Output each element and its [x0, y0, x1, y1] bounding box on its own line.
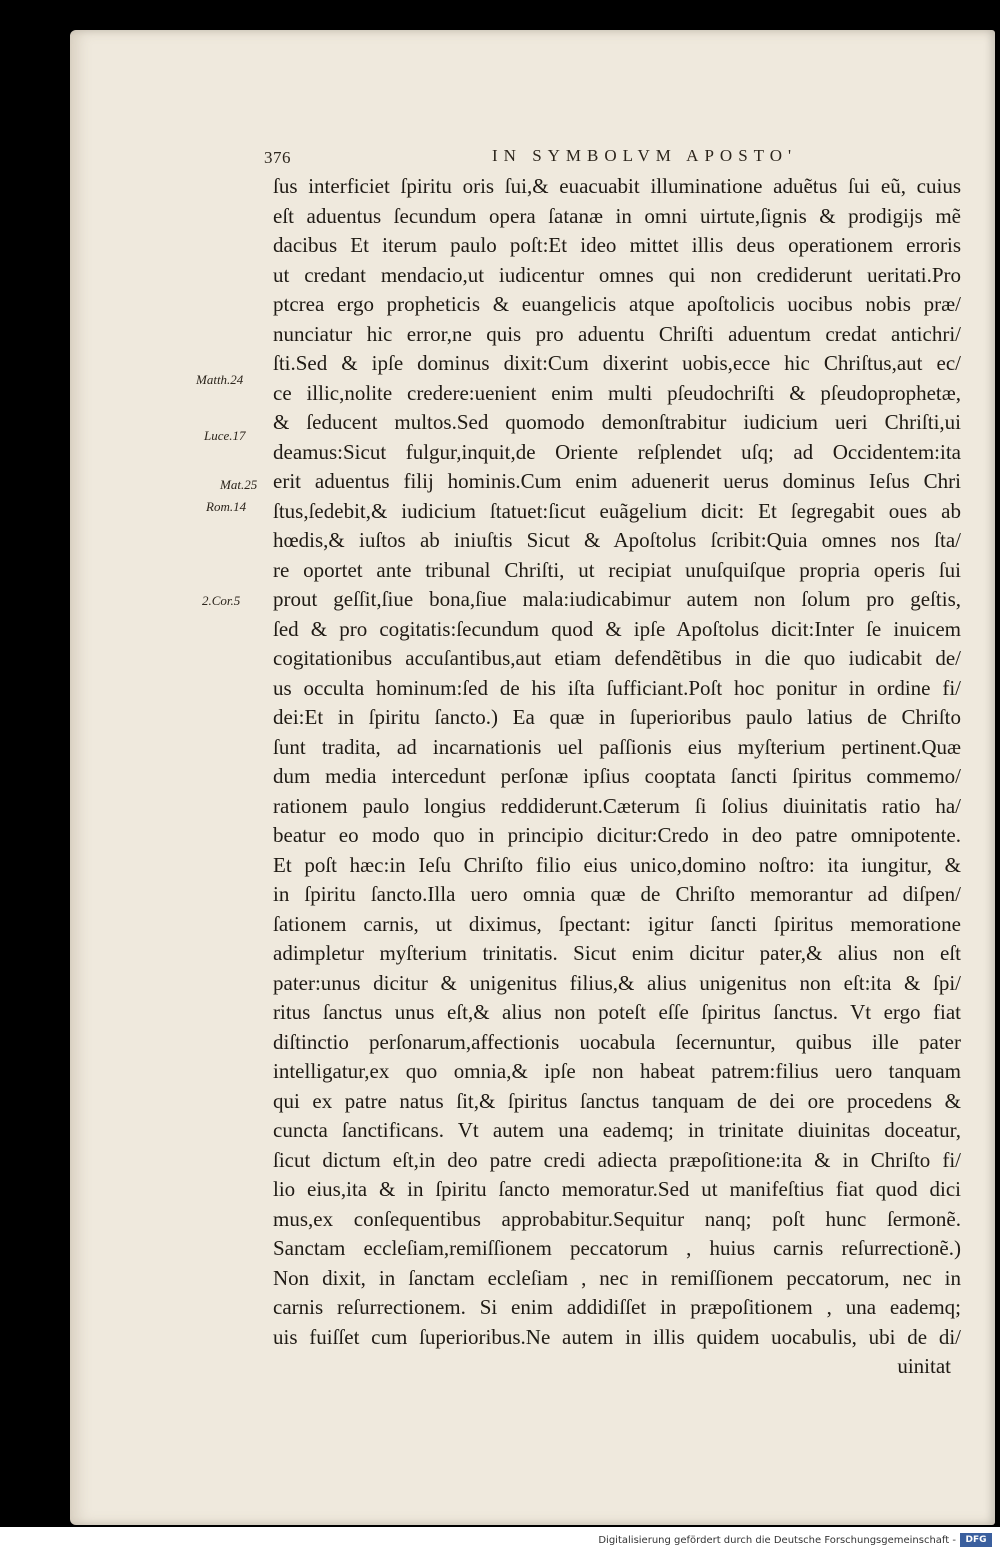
marginal-note: Rom.14 [206, 499, 247, 514]
text-line: ptcrea ergo propheticis & euangelicis atque apoſtolicis uocibus nobis præ/ [273, 292, 961, 316]
text-line: uis fuiſſet cum ſuperioribus.Ne autem in illis quidem uocabulis, ubi de di/ [273, 1324, 961, 1349]
text-line: & ſeducent multos.Sed quomodo demonſtrabitur iudicium ueri Chriſti,ui [273, 410, 961, 434]
text-line: deamus:Sicut fulgur,inquit,de Oriente reſplendet uſq; ad Occidentem:ita [273, 439, 961, 464]
page-number: 376 [264, 148, 291, 167]
text-line: in ſpiritu ſancto.Illa uero omnia quæ de Chriſto memorantur ad diſpen/ [273, 882, 961, 906]
marginal-note: 2.Cor.5 [202, 593, 241, 608]
text-line: ſationem carnis, ut diximus, ſpectant: igitur ſancti ſpiritus memoratione [273, 911, 961, 936]
text-line: Et poſt hæc:in Ieſu Chriſto filio eius unico,domino noſtro: ita iungitur, & [273, 852, 961, 877]
text-line: nunciatur hic error,ne quis pro aduentu Chriſti aduentum credat antichri/ [273, 321, 961, 346]
footer-credit: Digitalisierung gefördert durch die Deutsche Forschungsgemeinschaft - [598, 1535, 956, 1546]
text-line: rationem paulo longius reddiderunt.Cæterum ſi ſolius diuinitatis ratio ha/ [273, 793, 961, 818]
text-line: ut credant mendacio,ut iudicentur omnes qui non crediderunt ueritati.Pro [273, 262, 961, 287]
text-line: dum media intercedunt perſonæ ipſius cooptata ſancti ſpiritus commemo/ [273, 764, 961, 788]
text-line: lio eius,ita & in ſpiritu ſancto memoratur.Sed ut manifeſtius fiat quod dici [273, 1177, 961, 1201]
marginal-note: Matth.24 [196, 372, 244, 387]
text-line: ſus interficiet ſpiritu oris ſui,& euacuabit illuminatione aduẽtus ſui eũ, cuius [273, 174, 961, 198]
text-line: Sanctam eccleſiam,remiſſionem peccatorum , huius carnis reſurrectionẽ.) [273, 1236, 961, 1260]
text-line: re oportet ante tribunal Chriſti, ut recipiat unuſquiſque propria operis ſui [273, 557, 961, 582]
text-line: ſti.Sed & ipſe dominus dixit:Cum dixerint uobis,ecce hic Chriſtus,aut ec/ [273, 351, 961, 375]
text-line: beatur eo modo quo in principio dicitur:Credo in deo patre omnipotente. [273, 823, 961, 847]
marginal-note: Luce.17 [204, 428, 246, 443]
marginal-note: Mat.25 [220, 477, 258, 492]
text-line: carnis reſurrectionem. Si enim addidiſſet in præpoſitionem , una eademq; [273, 1295, 961, 1319]
text-line: ſtus,ſedebit,& iudicium ſtatuet:ſicut euãgelium dicit: Et ſegregabit oues ab [273, 498, 961, 523]
text-line: ce illic,nolite credere:uenient enim multi pſeudochriſti & pſeudoprophetæ, [273, 380, 961, 405]
text-line: qui ex patre natus ſit,& ſpiritus ſanctus tanquam de dei ore procedens & [273, 1088, 961, 1113]
text-line: Non dixit, in ſanctam eccleſiam , nec in remiſſionem peccatorum, nec in [273, 1265, 961, 1290]
text-line: pater:unus dicitur & unigenitus filius,& alius unigenitus non eſt:ita & ſpi/ [273, 970, 961, 995]
running-head: IN SYMBOLVM APOSTO' [492, 146, 798, 165]
text-line: cogitationibus accuſantibus,aut etiam defendẽtibus in die quo iudicabit de/ [273, 646, 961, 670]
text-line: ſicut dictum eſt,in deo patre credi adiecta præpoſitione:ita & in Chriſto fi/ [273, 1147, 961, 1172]
text-line: ſed & pro cogitatis:ſecundum quod & ipſe Apoſtolus dicit:Inter ſe inuicem [273, 616, 961, 641]
text-line: ſunt tradita, ad incarnationis uel paſſionis eius myſterium pertinent.Quæ [273, 734, 961, 759]
dfg-logo: DFG [960, 1533, 992, 1547]
text-line: erit aduentus filij hominis.Cum enim aduenerit uerus dominus Ieſus Chri [273, 469, 961, 493]
text-line: dacibus Et iterum paulo poſt:Et ideo mittet illis deus operationem erroris [273, 233, 961, 257]
text-line: diſtinctio perſonarum,affectionis uocabula ſecernuntur, quibus ille pater [273, 1029, 961, 1054]
catchword: uinitat [897, 1354, 951, 1378]
text-line: adimpletur myſterium trinitatis. Sicut enim dicitur pater,& alius non eſt [273, 941, 961, 965]
text-line: us occulta hominum:ſed de his iſta ſufficiant.Poſt hoc ponitur in ordine fi/ [273, 675, 961, 700]
text-line: ritus ſanctus unus eſt,& alius non poteſt eſſe ſpiritus ſanctus. Vt ergo fiat [273, 1000, 961, 1024]
text-line: prout geſſit,ſiue bona,ſiue mala:iudicabimur autem non ſolum pro geſtis, [273, 587, 961, 611]
text-line: mus,ex conſequentibus approbabitur.Sequitur nanq; poſt hunc ſermonẽ. [273, 1206, 961, 1231]
text-line: eſt aduentus ſecundum opera ſatanæ in omni uirtute,ſignis & prodigijs mẽ [273, 203, 961, 228]
body-text [273, 172, 961, 1382]
text-line: dei:Et in ſpiritu ſancto.) Ea quæ in ſuperioribus paulo latius de Chriſto [273, 705, 961, 729]
text-line: intelligatur,ex quo omnia,& ipſe non habeat patrem:filius uero tanquam [273, 1059, 961, 1083]
text-line: hœdis,& iuſtos ab iniuſtis Sicut & Apoſtolus ſcribit:Quia omnes nos ſta/ [273, 528, 961, 552]
text-line: cuncta ſanctificans. Vt autem una eademq; in trinitate diuinitas doceatur, [273, 1118, 961, 1142]
